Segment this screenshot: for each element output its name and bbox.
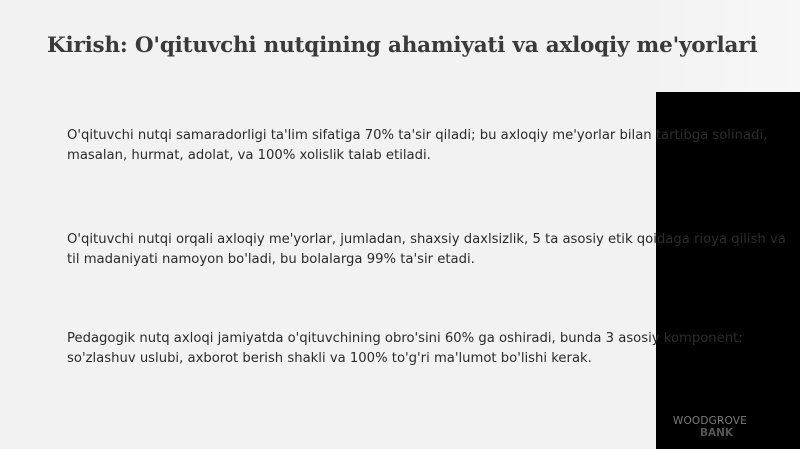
logo-text-line-2: BANK	[699, 427, 733, 439]
logo-text-line-1: WOODGROVE	[672, 415, 747, 427]
paragraph-3: Pedagogik nutq axloqi jamiyatda o'qituvchining obro'sini 60% ga oshiradi, bunda 3 asosiy komponent: so'zlashuv uslubi, axborot berish shakli va 100% to'g'ri ma'lumot bo'lishi kerak.	[67, 331, 743, 366]
slide-title: Kirish: O'qituvchi nutqining ahamiyati va axloqiy me'yorlari	[47, 33, 758, 58]
logo-block	[748, 415, 800, 439]
paragraph-2: O'qituvchi nutqi orqali axloqiy me'yorlar, jumladan, shaxsiy daxlsizlik, 5 ta asosiy etik qoidaga rioya qilish va til madaniyati namoyon bo'ladi, bu bolalarga 99% ta'sir etadi.	[67, 232, 786, 267]
paragraph-1: O'qituvchi nutqi samaradorligi ta'lim sifatiga 70% ta'sir qiladi; bu axloqiy me'yorlar bilan tartibga solinadi, masalan, hurmat, adolat, va 100% xolislik talab etiladi.	[67, 128, 768, 163]
woodgrove-bank-logo	[657, 415, 747, 445]
